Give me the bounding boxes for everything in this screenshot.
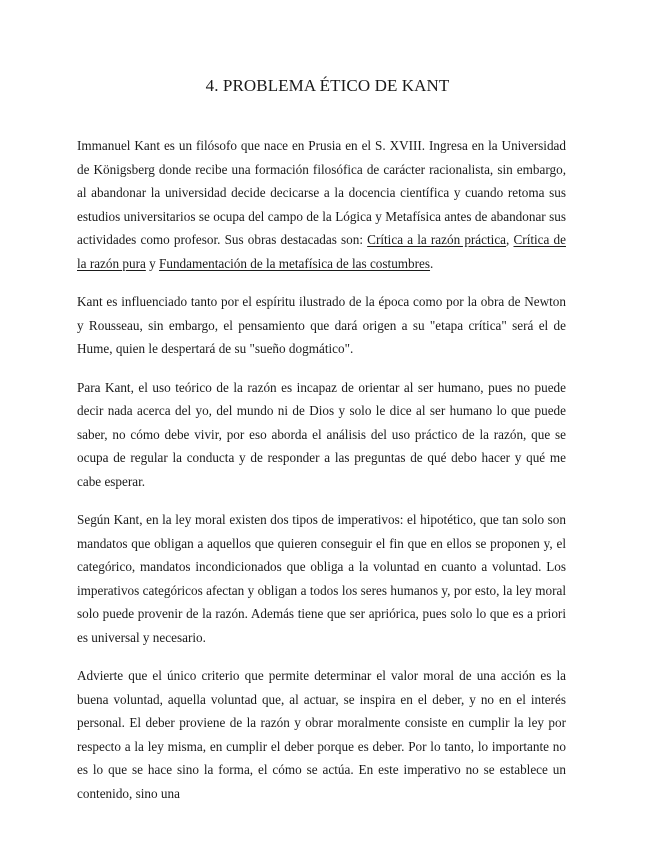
paragraph-4: Según Kant, en la ley moral existen dos tipos de imperativos: el hipotético, que tan solo son mandatos que obligan a aquellos que quieren conseguir el fin que en ellos se proponen y, el categórico, mandatos incondicionados que obliga a la voluntad en cuanto a voluntad. Los imperativos categóricos afectan y obligan a todos los seres humanos y, por esto, la ley moral solo puede provenir de la razón. Además tiene que ser apriórica, pues solo lo que es a priori es universal y necesario. bbox=[77, 512, 566, 645]
paragraph-1-end: . bbox=[430, 255, 434, 271]
link-fundamentacion-metafisica[interactable]: Fundamentación de la metafísica de las costumbres bbox=[159, 255, 431, 271]
separator-text: y bbox=[145, 255, 160, 271]
paragraph-1-text: Immanuel Kant es un filósofo que nace en Prusia en el S. XVIII. Ingresa en la Universidad de Königsberg donde recibe una formación filosófica de carácter racionalista, sin embargo, al abandonar la universidad decide decicarse a la docencia científica y cuando retoma sus estudios universitarios se ocupa del campo de la Lógica y Metafísica antes de abandonar sus actividades como profesor. Sus obras destacadas son: bbox=[77, 138, 566, 247]
page-title: 4. PROBLEMA ÉTICO DE KANT bbox=[205, 76, 450, 95]
paragraph-1 bbox=[77, 134, 566, 275]
paragraph-2: Kant es influenciado tanto por el espíritu ilustrado de la época como por la obra de Newton y Rousseau, sin embargo, el pensamiento que dará origen a su "etapa crítica" será el de Hume, quien le despertará de su "sueño dogmático". bbox=[77, 294, 566, 356]
paragraph-5: Advierte que el único criterio que permite determinar el valor moral de una acción es la buena voluntad, aquella voluntad que, al actuar, se inspira en el deber, y no en el interés personal. El deber proviene de la razón y obrar moralmente consiste en cumplir la ley por respecto a la ley misma, en cumplir el deber porque es deber. Por lo tanto, lo importante no es lo que se hace sino la forma, el cómo se actúa. En este imperativo no se establece un contenido, sino una bbox=[77, 668, 566, 801]
link-critica-razon-pura[interactable]: Crítica de la razón pura bbox=[77, 232, 566, 271]
paragraph-3: Para Kant, el uso teórico de la razón es incapaz de orientar al ser humano, pues no puede decir nada acerca del yo, del mundo ni de Dios y solo le dice al ser humano lo que puede saber, no cómo debe vivir, por eso aborda el análisis del uso práctico de la razón, que se ocupa de regular la conducta y de responder a las preguntas de qué debo hacer y qué me cabe esperar. bbox=[77, 379, 566, 489]
separator-text: , bbox=[506, 232, 514, 247]
link-critica-razon-practica[interactable]: Crítica a la razón práctica bbox=[367, 232, 507, 247]
document-body bbox=[77, 134, 566, 820]
